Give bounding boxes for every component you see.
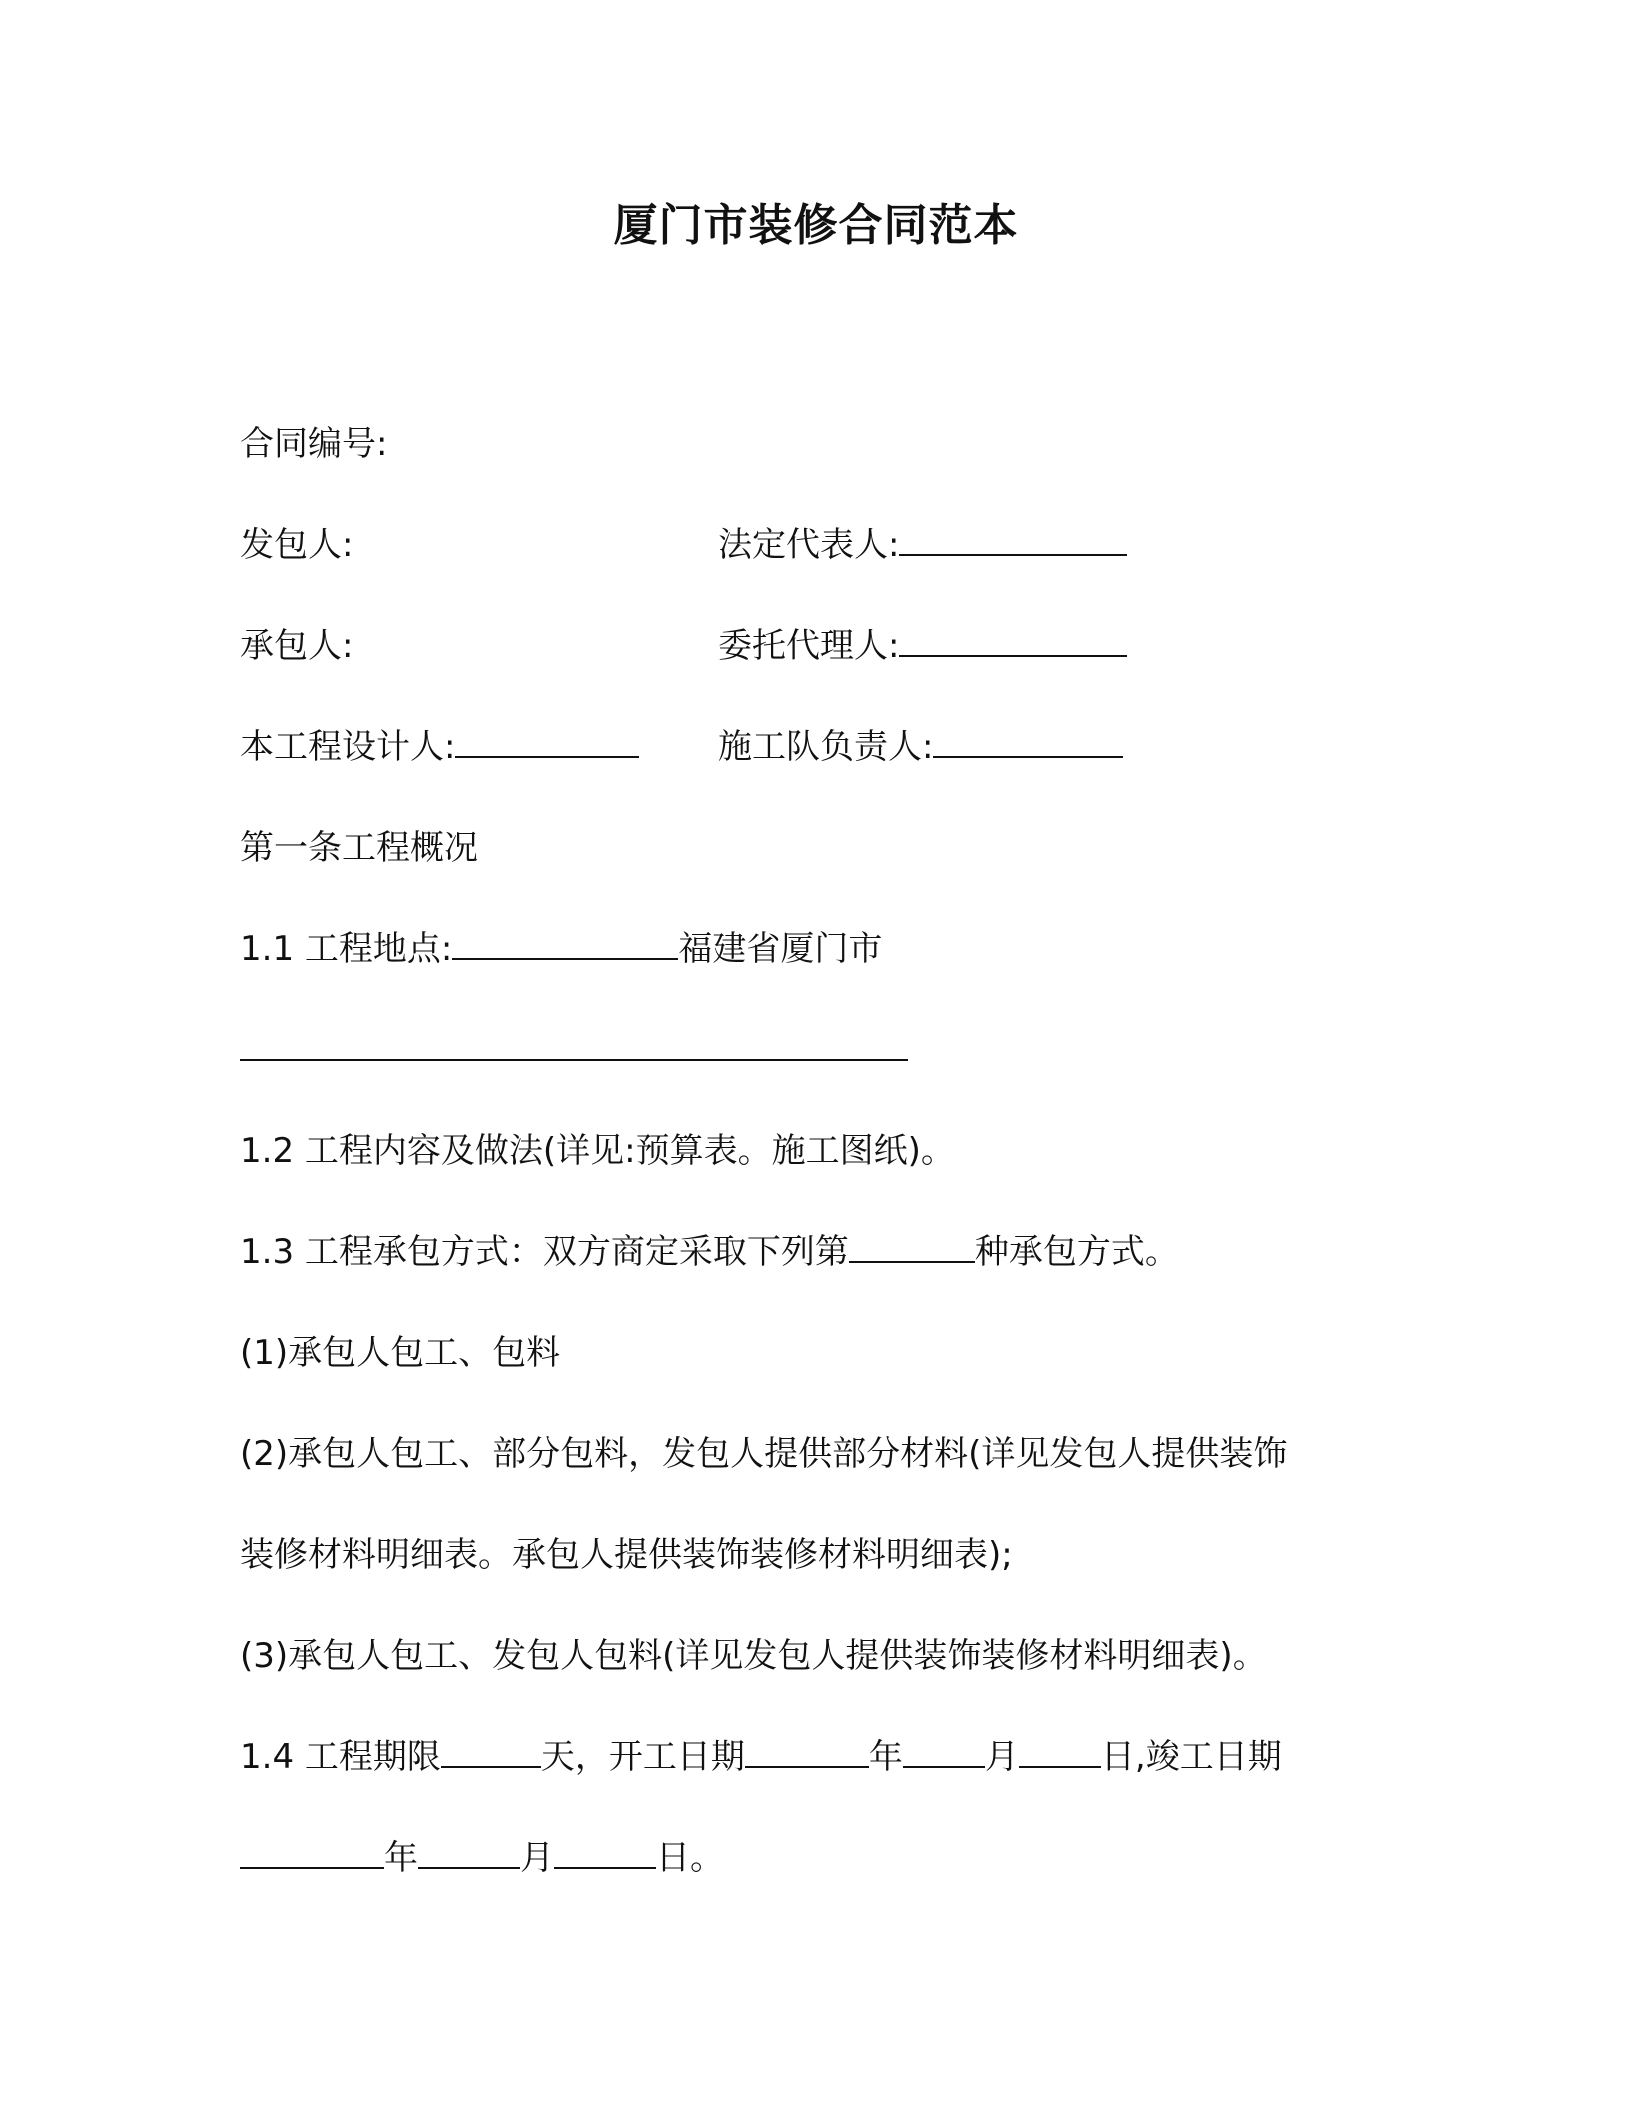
designer-line: [240, 723, 639, 771]
item-1-1-suffix: 福建省厦门市: [678, 929, 883, 969]
article-1-heading: 第一条工程概况: [240, 828, 478, 868]
crew-leader-line: [718, 723, 1123, 771]
address-blank: [240, 1029, 908, 1061]
item-1-3: [240, 1228, 1179, 1276]
item-1-4b-year: 年: [384, 1838, 418, 1878]
item-1-1-prefix: 1.1 工程地点:: [240, 929, 453, 969]
end-year-blank: [240, 1837, 384, 1869]
option-number-blank: [849, 1231, 975, 1263]
contractor-label: 承包人:: [240, 626, 354, 666]
agent-label: 委托代理人:: [718, 626, 900, 666]
address-continuation-line: [240, 1026, 908, 1074]
start-year-blank: [745, 1736, 869, 1768]
legal-rep-label: 法定代表人:: [718, 525, 900, 565]
employer-label: 发包人:: [240, 525, 354, 565]
item-1-4-continuation: [240, 1834, 724, 1882]
option-2-line-2: 装修材料明细表。承包人提供装饰装修材料明细表);: [240, 1535, 1013, 1575]
duration-days-blank: [441, 1736, 541, 1768]
legal-rep-blank: [899, 524, 1127, 556]
item-1-3-prefix: 1.3 工程承包方式：双方商定采取下列第: [240, 1232, 849, 1272]
crew-leader-blank: [933, 726, 1123, 758]
designer-label: 本工程设计人:: [240, 727, 456, 767]
contractor-line: [240, 622, 353, 670]
item-1-4b-day: 日。: [656, 1838, 724, 1878]
item-1-2: 1.2 工程内容及做法(详见:预算表。施工图纸)。: [240, 1131, 955, 1171]
document-title: 厦门市装修合同范本: [613, 200, 1019, 251]
item-1-4b-month: 月: [520, 1838, 554, 1878]
start-day-blank: [1019, 1736, 1101, 1768]
legal-rep-line: [718, 521, 1127, 569]
site-blank: [452, 928, 678, 960]
contract-number-label: 合同编号:: [240, 424, 388, 464]
item-1-3-suffix: 种承包方式。: [974, 1232, 1179, 1272]
designer-blank: [455, 726, 639, 758]
end-month-blank: [418, 1837, 520, 1869]
crew-leader-label: 施工队负责人:: [718, 727, 934, 767]
option-2-line-1: (2)承包人包工、部分包料，发包人提供部分材料(详见发包人提供装饰: [240, 1434, 1288, 1474]
option-3: (3)承包人包工、发包人包料(详见发包人提供装饰装修材料明细表)。: [240, 1636, 1267, 1676]
item-1-4-days: 天，开工日期: [540, 1737, 745, 1777]
item-1-4-prefix: 1.4 工程期限: [240, 1737, 441, 1777]
agent-line: [718, 622, 1127, 670]
item-1-4-year: 年: [868, 1737, 903, 1777]
start-month-blank: [903, 1736, 985, 1768]
item-1-4-month: 月: [984, 1737, 1019, 1777]
contract-number-line: [240, 420, 387, 468]
end-day-blank: [554, 1837, 656, 1869]
item-1-4: [240, 1733, 1282, 1781]
item-1-1: [240, 925, 882, 973]
option-1: (1)承包人包工、包料: [240, 1333, 561, 1373]
agent-blank: [899, 625, 1127, 657]
employer-line: [240, 521, 353, 569]
item-1-4-day-end: 日,竣工日期: [1100, 1737, 1282, 1777]
